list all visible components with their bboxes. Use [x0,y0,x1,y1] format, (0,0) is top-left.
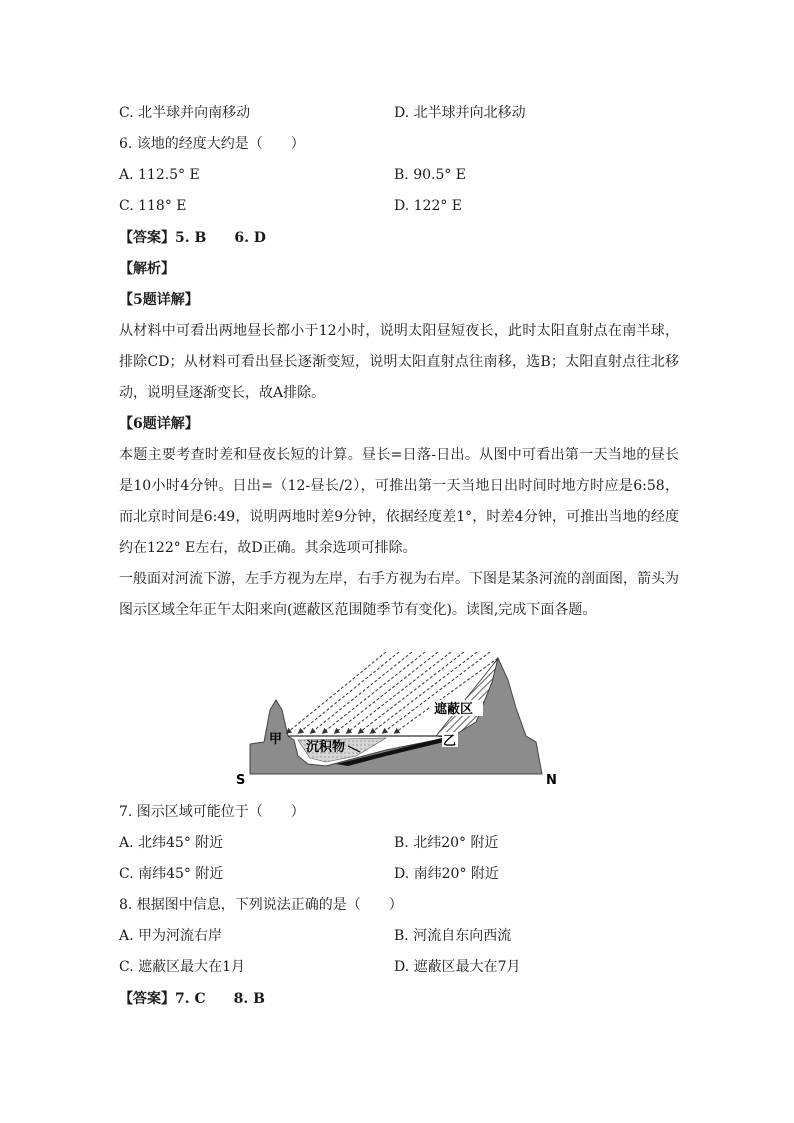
river-profile-figure [236,652,558,788]
q6-option-b: B. 90.5° E [394,167,467,183]
q8-option-a: A. 甲为河流右岸 [119,928,223,944]
label-sediment: 沉积物 [306,740,346,755]
q6-detail: 本题主要考查时差和昼夜长短的计算。昼长=日落-日出。从图中可看出第一天当地的昼长是10小时4分钟。日出=（12-昼长/2），可推出第一天当地日出时间时地方时应是6:58，而北京时间是6:49，说明两地时差9分钟，依据经度差1°，时差4分钟，可推出当地的经度约在122° E左右，故D正确。其余选项可排除。 [119,447,679,556]
q5-detail: 从材料中可看出两地昼长都小于12小时，说明太阳昼短夜长，此时太阳直射点在南半球，排除CD；从材料可看出昼长逐渐变短，说明太阳直射点往南移，选B；太阳直射点往北移动，说明昼逐渐变长，故A排除。 [119,323,679,401]
q7-option-d: D. 南纬20° 附近 [394,866,499,882]
q5-option-c: C. 北半球并向南移动 [119,105,251,121]
label-n: N [546,773,557,788]
q8-option-d: D. 遮蔽区最大在7月 [394,959,521,975]
intro-paragraph: 一般面对河流下游，左手方视为左岸，右手方视为右岸。下图是某条河流的剖面图，箭头为图示区域全年正午太阳来向(遮蔽区范围随季节有变化)。读图,完成下面各题。 [119,571,679,618]
q8-stem: 8. 根据图中信息，下列说法正确的是（ ） [119,897,403,913]
q8-option-b: B. 河流自东向西流 [394,928,512,944]
q7-option-b: B. 北纬20° 附近 [394,835,499,851]
answer-7-8: 【答案】7. C 8. B [119,991,265,1007]
q8-option-c: C. 遮蔽区最大在1月 [119,959,246,975]
q6-option-d: D. 122° E [394,198,463,214]
label-yi: 乙 [443,734,457,749]
answer-5-6: 【答案】5. B 6. D [119,230,266,246]
q7-option-c: C. 南纬45° 附近 [119,866,224,882]
q5-detail-title: 【5题详解】 [119,292,199,308]
q6-stem: 6. 该地的经度大约是（ ） [119,136,305,152]
q6-option-c: C. 118° E [119,198,187,214]
label-s: S [236,773,246,788]
label-shade-zone: 遮蔽区 [434,702,474,717]
q7-option-a: A. 北纬45° 附近 [119,835,224,851]
q6-option-a: A. 112.5° E [119,167,200,183]
q7-stem: 7. 图示区域可能位于（ ） [119,804,305,820]
label-jia: 甲 [269,732,283,747]
analysis-title: 【解析】 [119,261,175,277]
q5-option-d: D. 北半球并向北移动 [394,105,526,121]
q6-detail-title: 【6题详解】 [119,416,199,432]
